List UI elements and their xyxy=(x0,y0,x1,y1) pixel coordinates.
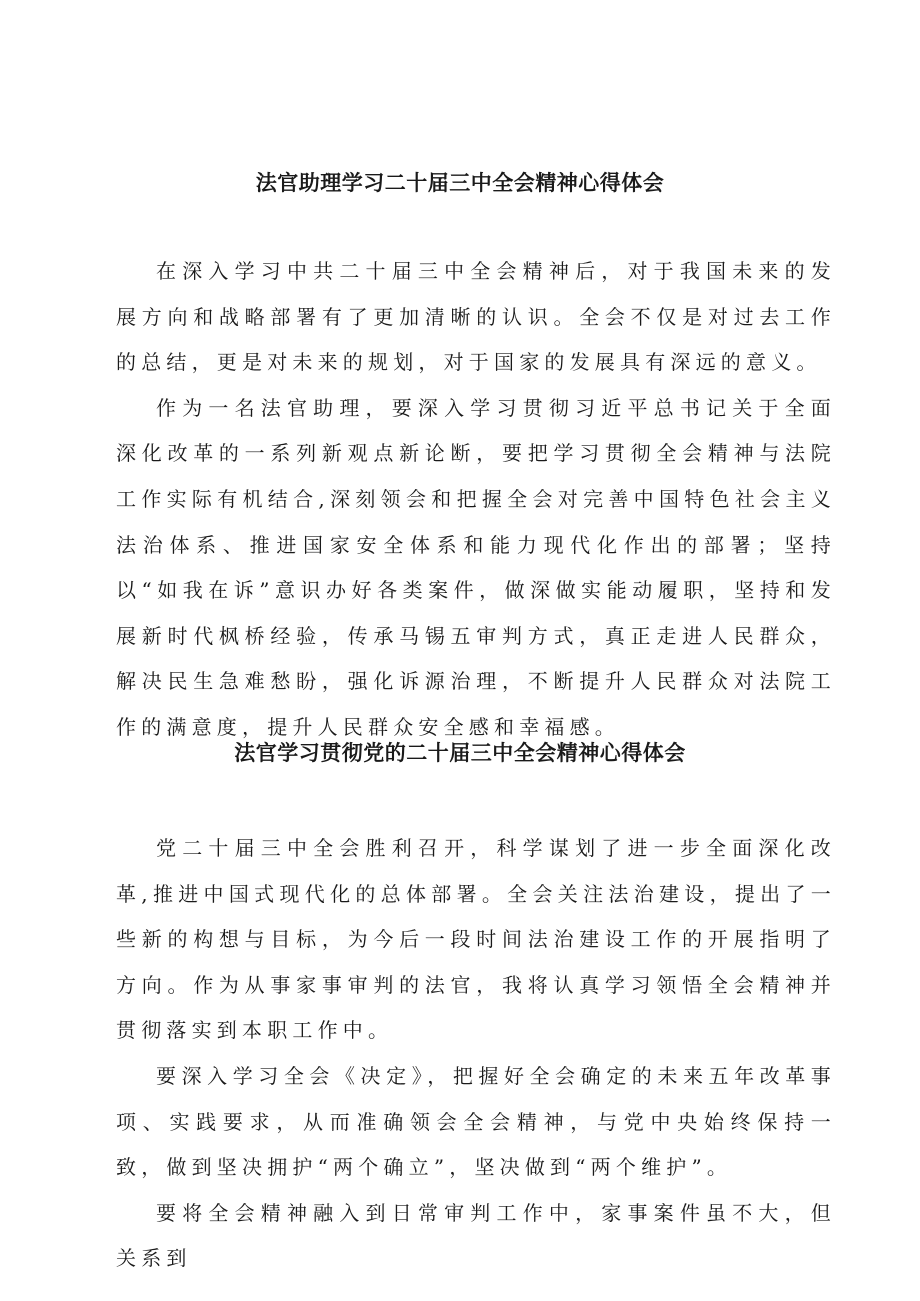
section-2-paragraph-3: 要将全会精神融入到日常审判工作中，家事案件虽不大，但关系到 xyxy=(116,1200,836,1271)
section-2-paragraph-1: 党二十届三中全会胜利召开，科学谋划了进一步全面深化改革,推进中国式现代化的总体部署。全会关注法治建设，提出了一些新的构想与目标，为今后一段时间法治建设工作的开展指明了方向。作为从事家事审判的法官，我将认真学习领悟全会精神并贯彻落实到本职工作中。 xyxy=(116,836,836,1043)
section-2-body xyxy=(116,826,836,1282)
section-2-title: 法官学习贯彻党的二十届三中全会精神心得体会 xyxy=(234,741,686,765)
section-1-title: 法官助理学习二十届三中全会精神心得体会 xyxy=(255,171,665,195)
section-1-body xyxy=(116,249,836,751)
section-1-paragraph-1: 在深入学习中共二十届三中全会精神后，对于我国未来的发展方向和战略部署有了更加清晰的认识。全会不仅是对过去工作的总结，更是对未来的规划，对于国家的发展具有深远的意义。 xyxy=(116,259,836,375)
section-2-paragraph-2: 要深入学习全会《决定》，把握好全会确定的未来五年改革事项、实践要求，从而准确领会全会精神，与党中央始终保持一致，做到坚决拥护“两个确立”，坚决做到“两个维护”。 xyxy=(116,1063,836,1180)
section-1-paragraph-2: 作为一名法官助理，要深入学习贯彻习近平总书记关于全面深化改革的一系列新观点新论断，要把学习贯彻全会精神与法院工作实际有机结合,深刻领会和把握全会对完善中国特色社会主义法治体系、推进国家安全体系和能力现代化作出的部署；坚持以“如我在诉”意识办好各类案件，做深做实能动履职，坚持和发展新时代枫桥经验，传承马锡五审判方式，真正走进人民群众，解决民生急难愁盼，强化诉源治理，不断提升人民群众对法院工作的满意度，提升人民群众安全感和幸福感。 xyxy=(116,395,836,739)
